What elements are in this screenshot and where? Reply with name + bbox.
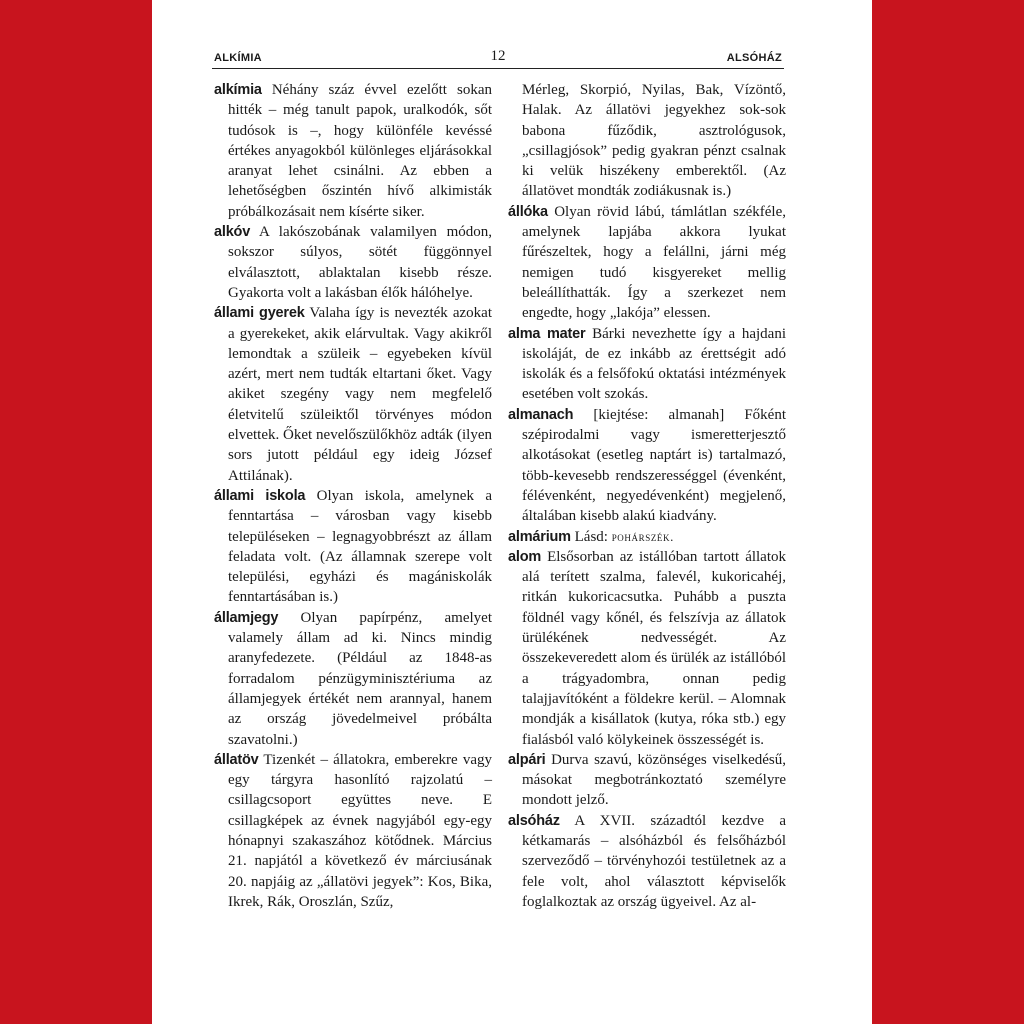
entry-definition: [kiejtése: almanah] Főként szépirodalmi vagy ismeretterjesztő alkotásokat (esetleg naptárt is) tartalmazó, több-kevesebb rendszerességgel (évenként, félévenként, negyedévenként) megjelenő, általában kisebb alakú kiadvány. [522, 406, 787, 525]
entry-headword: állami iskola [214, 487, 306, 504]
running-head-first-entry: ALKÍMIA [214, 52, 262, 64]
dictionary-page [152, 0, 872, 1024]
dictionary-entry [508, 811, 786, 912]
dictionary-entry [508, 750, 786, 811]
dictionary-entry [214, 222, 492, 303]
right-column [508, 80, 786, 912]
entry-definition: Olyan iskola, amelynek a fenntartása – városban vagy kisebb településeken – legnagyobbrészt az állam feladata volt. (Az államnak szerepe volt települési, egyházi és magániskolák fenntartásában is.) [228, 487, 492, 606]
entry-definition: Tizenkét – állatokra, emberekre vagy egy tárgyra hasonlító rajzolatú – csillagcsoport együttes neve. E csillagképek az évnek nagyjából egy-egy hónapnyi szakaszához kötődnek. Március 21. napjától a következő év márciusának 20. napjáig az „állatövi jegyek”: Kos, Bika, Ikrek, Rák, Oroszlán, Szűz, [228, 751, 492, 910]
entry-headword: állatöv [214, 751, 259, 768]
entry-headword: államjegy [214, 609, 279, 626]
entry-headword: alma mater [508, 325, 586, 342]
dictionary-entry [508, 324, 786, 405]
entry-continuation: Mérleg, Skorpió, Nyilas, Bak, Vízöntő, Halak. Az állatövi jegyekhez sok-sok babona fűződik, asztrológusok, „csillagjósok” pedig gyakran pénzt csalnak ki velük hiszékeny emberektől. (Az állatövet mondták zodiákusnak is.) [522, 82, 786, 200]
entry-headword: állami gyerek [214, 305, 305, 322]
dictionary-entry [214, 486, 492, 608]
dictionary-entry [214, 608, 492, 750]
cross-reference: pohárszék. [611, 528, 674, 544]
left-column [214, 80, 492, 912]
entry-definition: Néhány száz évvel ezelőtt sokan hitték – még tanult papok, uralkodók, sőt tudósok is –, hogy különféle kevéssé értékes anyagokból különleges eljárásokkal aranyat lehet csinálni. Az ebben a lehetőségben őszintén hívő alkimisták próbálkozásait nem kísérte siker. [228, 82, 492, 220]
dictionary-entry [214, 303, 492, 486]
entry-headword: alkímia [214, 82, 262, 98]
dictionary-entry [214, 80, 492, 222]
dictionary-entry [508, 202, 786, 324]
entry-definition: Bárki nevezhette így a hajdani iskoláját, de ez inkább az érettségit adó iskolák és a felsőfokú oktatási intézmények esetében volt szokás. [522, 325, 786, 403]
running-head [212, 50, 784, 69]
dictionary-entry [508, 405, 786, 527]
entry-headword: alom [508, 548, 542, 565]
dictionary-entry [214, 750, 492, 912]
entry-headword: állóka [508, 203, 548, 220]
entry-definition: Olyan papírpénz, amelyet valamely állam ad ki. Nincs mindig aranyfedezete. (Például az 1848-as forradalom pénzügyminisztériuma az államjegyek értékét nem arannyal, hanem az ország jövedelmeivel próbálta szavatolni.) [228, 609, 492, 748]
entry-headword: alkóv [214, 224, 251, 241]
entry-definition: Elsősorban az istállóban tartott állatok alá terített szalma, falevél, kukoricahéj, ritkán kukoricacsutka. Puhább a puszta földnél vagy kőnél, és felszívja az állatok ürülékének nedvességét. Az összekeveredett alom és ürülék az istállóból a trágyadombra, onnan pedig talajjavítóként a földekre kerül. – Alomnak mondják a kisállatok (kutya, róka stb.) egy fialásból való kölykeinek összességét is. [522, 548, 787, 748]
entry-definition: Olyan rövid lábú, támlátlan székféle, amelynek lapjába akkora lyukat fűrészeltek, hogy a felállni, járni még nemigen tudó kisgyereket mellig beleállíthatták. Így a szerkezet nem engedte, hogy „lakója” elessen. [522, 203, 786, 322]
entry-definition: Lásd: [574, 528, 608, 545]
entry-headword: alsóház [508, 812, 560, 829]
entry-headword: almárium [508, 528, 571, 545]
running-head-last-entry: ALSÓHÁZ [726, 52, 782, 64]
dictionary-entry [508, 547, 786, 750]
dictionary-entry [508, 527, 786, 547]
entry-definition: Durva szavú, közönséges viselkedésű, másokat megbotránkoztató személyre mondott jelző. [522, 751, 786, 809]
entry-definition: Valaha így is nevezték azokat a gyerekeket, akik elárvultak. Vagy akikről lemondtak a szüleik – egyebeken kívül azért, mert nem tudták eltartani őket. Vagy akiket szegény vagy nem megfelelő életvitelű szüleiktől törvényes módon elvettek. Őket nevelőszülőkhöz adták (ilyen sors jutott például egy ideig József Attilának). [228, 305, 492, 484]
page-number: 12 [490, 48, 506, 64]
entry-definition: A XVII. századtól kezdve a kétkamarás – alsóházból és felsőházból szerveződő – törvényhozói testületnek az a fele volt, ahol választott képviselők foglalkoztak az ország ügyeivel. Az al- [522, 812, 786, 910]
entry-definition: A lakószobának valamilyen módon, sokszor súlyos, sötét függönnyel elválasztott, ablaktalan kisebb része. Gyakorta volt a lakásban élők hálóhelye. [228, 224, 492, 301]
entry-headword: alpári [508, 751, 546, 768]
entry-headword: almanach [508, 406, 574, 423]
